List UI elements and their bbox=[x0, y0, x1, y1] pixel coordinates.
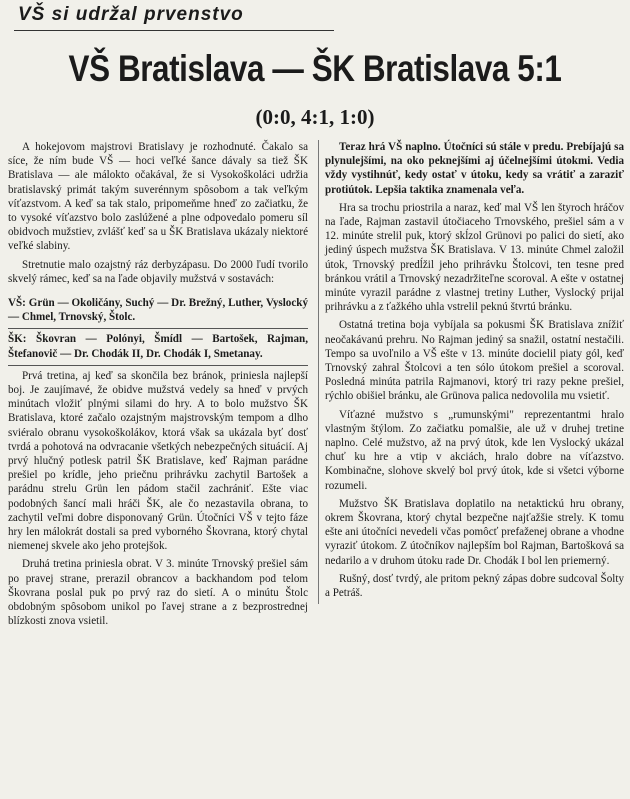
paragraph: Druhá tretina priniesla obrat. V 3. minúte Trnovský prešiel sám po pravej strane, prerazil obrancov a backhandom pod telom Škovrana poslal puk po prvý raz do sietí. A o minútu Štolc obdobným spôsobom unikol po ľavej strane a z bezprostrednej blízkosti znova vsietil. bbox=[8, 558, 308, 628]
kicker-title: VŠ si udržal prvenstvo bbox=[18, 4, 244, 25]
headline: VŠ Bratislava — ŠK Bratislava 5:1 bbox=[68, 48, 562, 89]
lineup-sk: ŠK: Škovran — Polónyi, Šmídl — Bartošek, Rajman, Štefanovič — Dr. Chodák II, Dr. Chodák I, Smetanay. bbox=[8, 333, 308, 360]
divider bbox=[8, 365, 308, 366]
paragraph-bold: Teraz hrá VŠ naplno. Útočníci sú stále v predu. Prebíjajú sa plynulejšími, na oko peknejšími aj účelnejšími útokmi. Vedia vždy vystihnúť, kedy ostať v útoku, kedy sa vrátiť a zaraziť protiútok. Lepšia taktika znamenala veľa. bbox=[325, 141, 624, 196]
period-scores: (0:0, 4:1, 1:0) bbox=[255, 105, 375, 129]
paragraph: Hra sa trochu priostrila a naraz, keď mal VŠ len štyroch hráčov na ľade, Rajman zastavil útočiaceho Trnovského, prešiel sám a v 12. minúte strelil puk, ktorý skĺzol Grünovi po palici do sietí, ako jediný úspech mužstva ŠK Bratislava. V 13. minúte Chmel založil útok, Trnovský predĺžil jeho prihrávku Štolcovi, ten tesne pred bránkou vrátil a Trnovský nezadržiteľne scoroval. A ešte v ostatnej minúte vyrazil parádne z vlastnej tretiny Luther, Vyslocký prijal prihrávku a z ťažkého uhla vstrelil peknú štvrtú bránku. bbox=[325, 201, 624, 314]
paragraph: Rušný, dosť tvrdý, ale pritom pekný zápas dobre sudcoval Šolty a Petráš. bbox=[325, 572, 624, 600]
divider bbox=[8, 328, 308, 329]
paragraph: Víťazné mužstvo s „rumunskými" reprezentantmi hralo vlastným štýlom. Zo začiatku pomalšie, ale už v druhej tretine naplno. Celé mužstvo, až na prvý útok, kde len Vyslocký ukázal chuť ku hre a vtip v akciách, hralo dobre na víťazstvo. Kombinačne, slohove skvelý bol prvý útok, kde si všetci výborne rozumeli. bbox=[325, 408, 624, 492]
paragraph: A hokejovom majstrovi Bratislavy je rozhodnuté. Čakalo sa síce, že ním bude VŠ — hoci veľké šance dávaly sa tiež ŠK Bratislava — ale málokto očakával, že si Vysokoškoláci udržia bratislavský primát takým suverénnym spôsobom a tak veľkým víťazstvom. A keď sa tak stalo, pripomeňme hneď zo začiatku, že to vysoké víťazstvo bolo zaslúžené a plne odpovedalo pomeru síl obidvoch mužstiev, zvlášť keď sa u ŠK Bratislava ukázaly niektoré veľké slabiny. bbox=[8, 141, 308, 253]
paragraph: Prvá tretina, aj keď sa skončila bez bránok, priniesla najlepší boj. Je zaujímavé, že obidve mužstvá vedely sa hneď v prvých minútach vložiť plnými silami do hry. A to bolo mužstvo ŠK Bratislava, ktoré začalo ozajstným majstrovským tempom a dlho sviéralo obranu vysokoškolákov, ktorá však sa ukázala byť dosť tvrdá a pohotová na odvracanie všetkých nebezpečných situácií. Aj prvý hlučný potlesk patril ŠK Bratislave, keď Rajman parádne prešiel po krídle, jeho priečnu prihrávku zachytil Bartošek a parádnu strelu Grün len pádom stačil zachrániť. Ešte viac podobných šancí mali hráči ŠK, ale čo nezastavila obrana, to zachytil veľmi dobre disponovaný Grün. Útočníci VŠ v tejto fáze hry len málokrát dostali sa pred vyborného Škovrana, ktorý chytal niemenej skvele ako jeho protejšok. bbox=[8, 369, 308, 553]
article-column-right bbox=[318, 140, 624, 604]
paragraph: Stretnutie malo ozajstný ráz derbyzápasu. Do 2000 ľudí tvorilo skvelý rámec, keď sa na ľade objavily mužstvá v sostavách: bbox=[8, 258, 308, 285]
lineup-vs: VŠ: Grün — Okoličány, Suchý — Dr. Brežný, Luther, Vyslocký — Chmel, Trnovský, Štolc. bbox=[8, 297, 308, 324]
article-column-left bbox=[8, 140, 308, 633]
paragraph: Ostatná tretina boja vybíjala sa pokusmi ŠK Bratislava znížiť neočakávanú prehru. No Rajman jediný sa snažil, ostatní nestačili. Tempo sa uvoľnilo a VŠ ešte v 13. minúte docielil piaty gól, keď Trnovský zahral Štolcovi a ten sólo útokom prešiel a scoroval. Posledná minúta patrila Rajmanovi, ktorý tri razy pekne prešiel, rýchlo obišiel bránku, ale Grünova palica nedovolila mu vsietiť. bbox=[325, 319, 624, 403]
paragraph: Mužstvo ŠK Bratislava doplatilo na netaktickú hru obrany, okrem Škovrana, ktorý chytal bezpečne najťažšie strely. K tomu ešte ani útočníci nevedeli včas pomôcť prefaženej obrane a vhodne vyraziť útokom. Z útočníkov najlepším bol Rajman, Bartošková sa nedarilo a v druhom útoku rade Dr. Chodák I bol len priemerný. bbox=[325, 497, 624, 567]
kicker-underline bbox=[14, 30, 334, 31]
